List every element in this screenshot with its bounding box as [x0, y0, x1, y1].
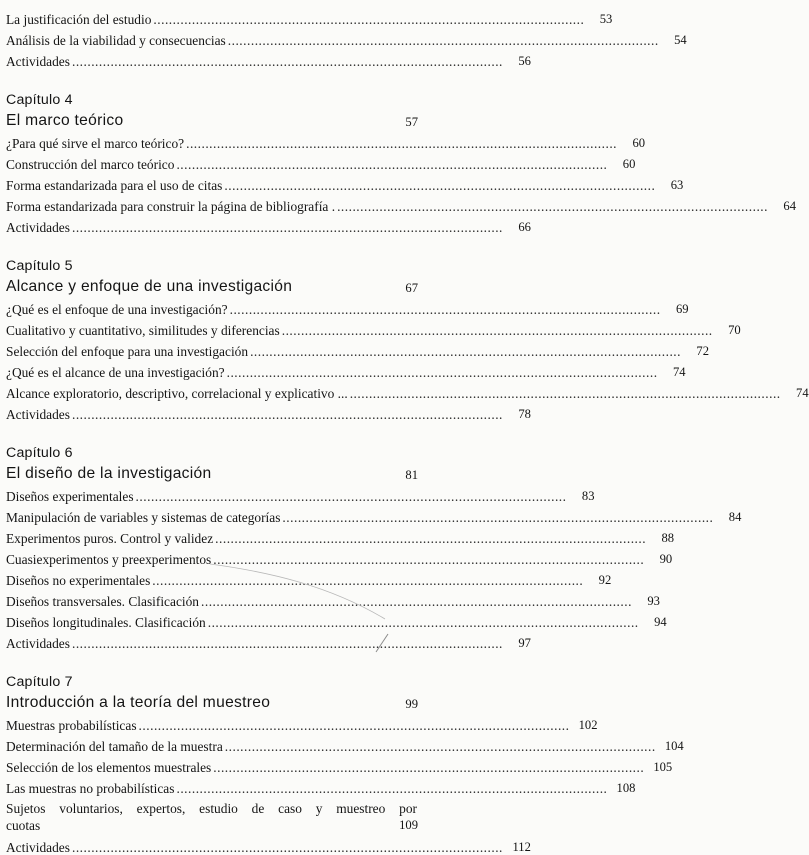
dot-leader: ................................................................................................................ [135, 489, 567, 504]
dot-leader: ................................................................................................................ [229, 302, 661, 317]
dot-leader: ................................................................................................................ [282, 510, 714, 525]
dot-leader: ................................................................................................................ [176, 781, 608, 796]
dot-leader: ................................................................................................................ [281, 323, 713, 338]
toc-entry [6, 630, 531, 651]
toc-entry [6, 296, 689, 317]
chapter-section [6, 673, 684, 855]
entry-page: 83 [581, 489, 595, 503]
toc-entry [6, 567, 612, 588]
toc-entry [6, 834, 531, 855]
toc-entry [6, 712, 598, 733]
toc-entry [6, 151, 636, 172]
toc-entry [6, 525, 675, 546]
toc-entry [6, 800, 418, 834]
chapter-title: El marco teórico [6, 112, 124, 129]
entry-title: Diseños longitudinales. Clasificación [6, 615, 206, 630]
dot-leader: ................................................................................................................ [215, 531, 647, 546]
chapter-title-row [6, 691, 418, 712]
entry-page: 72 [696, 344, 709, 358]
chapter-list [6, 91, 809, 855]
entry-title: Actividades [6, 407, 70, 422]
chapter-title: Alcance y enfoque de una investigación [6, 278, 293, 295]
entry-title: Forma estandarizada para construir la página de bibliografía . [6, 199, 336, 214]
entry-page: 64 [783, 199, 796, 213]
entry-page: 94 [654, 615, 667, 629]
chapter-page: 99 [405, 697, 418, 711]
entry-page: 56 [518, 54, 531, 68]
entry-page: 74 [672, 365, 686, 379]
entry-title: Análisis de la viabilidad y consecuencias [6, 33, 226, 48]
entry-title: Selección de los elementos muestrales [6, 760, 212, 775]
chapter-label: Capítulo 5 [6, 258, 73, 274]
entry-title: Cuasiexperimentos y preexperimentos [6, 552, 212, 567]
dot-leader: ................................................................................................................ [213, 760, 645, 775]
dot-leader: ................................................................................................................ [138, 718, 570, 733]
entry-title: La justificación del estudio [6, 12, 152, 27]
entry-title: Cualitativo y cuantitativo, similitudes y diferencias [6, 323, 280, 338]
entry-page: 60 [632, 136, 646, 150]
intro-entries [6, 6, 687, 69]
dot-leader: ................................................................................................................ [71, 636, 503, 651]
entry-page: 108 [616, 781, 636, 795]
entry-page: 84 [728, 510, 742, 524]
dot-leader: ................................................................................................................ [71, 840, 503, 855]
dot-leader: ................................................................................................................ [213, 552, 645, 567]
chapter-title-row [6, 275, 418, 296]
toc-entry [6, 27, 687, 48]
entry-page: 104 [664, 739, 684, 753]
toc-entry [6, 775, 636, 796]
dot-leader: ................................................................................................................ [201, 594, 632, 609]
chapter-title-row [6, 462, 418, 483]
entry-page: 60 [622, 157, 636, 171]
entry-title: Actividades [6, 840, 70, 855]
toc-entry [6, 193, 796, 214]
chapter-title-row [6, 109, 418, 130]
entry-title: Diseños transversales. Clasificación [6, 594, 199, 609]
toc-entry [6, 504, 742, 525]
dot-leader: ................................................................................................................ [153, 12, 585, 27]
chapter-page: 67 [405, 281, 418, 295]
entry-title: Diseños no experimentales [6, 573, 151, 588]
toc-entry [6, 588, 660, 609]
dot-leader: ................................................................................................................ [224, 178, 656, 193]
entry-page: 92 [598, 573, 612, 587]
toc-entry [6, 48, 531, 69]
toc-entry [6, 338, 709, 359]
dot-leader: ................................................................................................................ [224, 739, 656, 754]
dot-leader: ................................................................................................................ [186, 136, 618, 151]
entry-title: ¿Qué es el alcance de una investigación? [6, 365, 225, 380]
toc-entry [6, 754, 673, 775]
entry-page: 88 [661, 531, 675, 545]
chapter-page: 57 [405, 115, 418, 129]
entry-title: Muestras probabilísticas [6, 718, 137, 733]
dot-leader: ................................................................................................................ [337, 199, 768, 214]
entry-page: 109 [399, 818, 418, 832]
entry-title: Forma estandarizada para el uso de citas [6, 178, 223, 193]
dot-leader: ................................................................................................................ [71, 407, 503, 422]
chapter-title: El diseño de la investigación [6, 465, 212, 482]
dot-leader: ................................................................................................................ [176, 157, 608, 172]
entry-page: 102 [578, 718, 598, 732]
toc-entry [6, 214, 531, 235]
entry-title: Actividades [6, 220, 70, 235]
chapter-section [6, 444, 742, 651]
toc-entry [6, 317, 741, 338]
entry-title: Actividades [6, 636, 70, 651]
toc-entry [6, 733, 684, 754]
toc-entry [6, 359, 686, 380]
entry-page: 69 [675, 302, 689, 316]
chapter-section [6, 91, 796, 235]
entry-title: Alcance exploratorio, descriptivo, correlacional y explicativo ... [6, 386, 348, 401]
entry-page: 74 [796, 386, 809, 400]
chapter-label: Capítulo 4 [6, 92, 73, 108]
entry-title-continued: cuotas [6, 818, 41, 833]
toc-entry [6, 6, 613, 27]
entry-page: 66 [518, 220, 531, 234]
chapter-title: Introducción a la teoría del muestreo [6, 694, 271, 711]
toc-entry [6, 609, 667, 630]
entry-page: 90 [659, 552, 673, 566]
dot-leader: ................................................................................................................ [349, 386, 781, 401]
chapter-label: Capítulo 6 [6, 445, 73, 461]
entry-title: Experimentos puros. Control y validez [6, 531, 214, 546]
entry-title: Construcción del marco teórico [6, 157, 175, 172]
toc-entry [6, 401, 531, 422]
chapter-label: Capítulo 7 [6, 674, 73, 690]
entry-title: Manipulación de variables y sistemas de categorías [6, 510, 281, 525]
entry-title: ¿Qué es el enfoque de una investigación? [6, 302, 228, 317]
entry-page: 105 [653, 760, 673, 774]
entry-title: Selección del enfoque para una investigación [6, 344, 249, 359]
toc-entry [6, 172, 684, 193]
chapter-section [6, 257, 809, 422]
entry-title: Sujetos voluntarios, expertos, estudio de caso y muestreo por [6, 801, 417, 816]
entry-page: 70 [728, 323, 741, 337]
entry-title: Determinación del tamaño de la muestra [6, 739, 223, 754]
entry-title-line2 [6, 817, 418, 834]
dot-leader: ................................................................................................................ [227, 33, 659, 48]
toc-entry [6, 483, 595, 504]
dot-leader: ................................................................................................................ [250, 344, 681, 359]
toc-entry [6, 546, 673, 567]
toc-entry [6, 130, 646, 151]
entry-title: ¿Para qué sirve el marco teórico? [6, 136, 185, 151]
dot-leader: ................................................................................................................ [207, 615, 639, 630]
entry-page: 97 [518, 636, 531, 650]
entry-page: 63 [670, 178, 684, 192]
dot-leader: ................................................................................................................ [152, 573, 584, 588]
dot-leader: ................................................................................................................ [71, 220, 503, 235]
chapter-page: 81 [405, 468, 418, 482]
entry-page: 54 [674, 33, 687, 47]
entry-page: 112 [512, 840, 531, 854]
entry-title: Las muestras no probabilísticas [6, 781, 175, 796]
entry-page: 78 [518, 407, 531, 421]
dot-leader: ................................................................................................................ [226, 365, 658, 380]
entry-page: 53 [599, 12, 613, 26]
dot-leader: ................................................................................................................ [71, 54, 503, 69]
entry-title: Diseños experimentales [6, 489, 134, 504]
toc-entry [6, 380, 809, 401]
entry-page: 93 [647, 594, 660, 608]
entry-title: Actividades [6, 54, 70, 69]
